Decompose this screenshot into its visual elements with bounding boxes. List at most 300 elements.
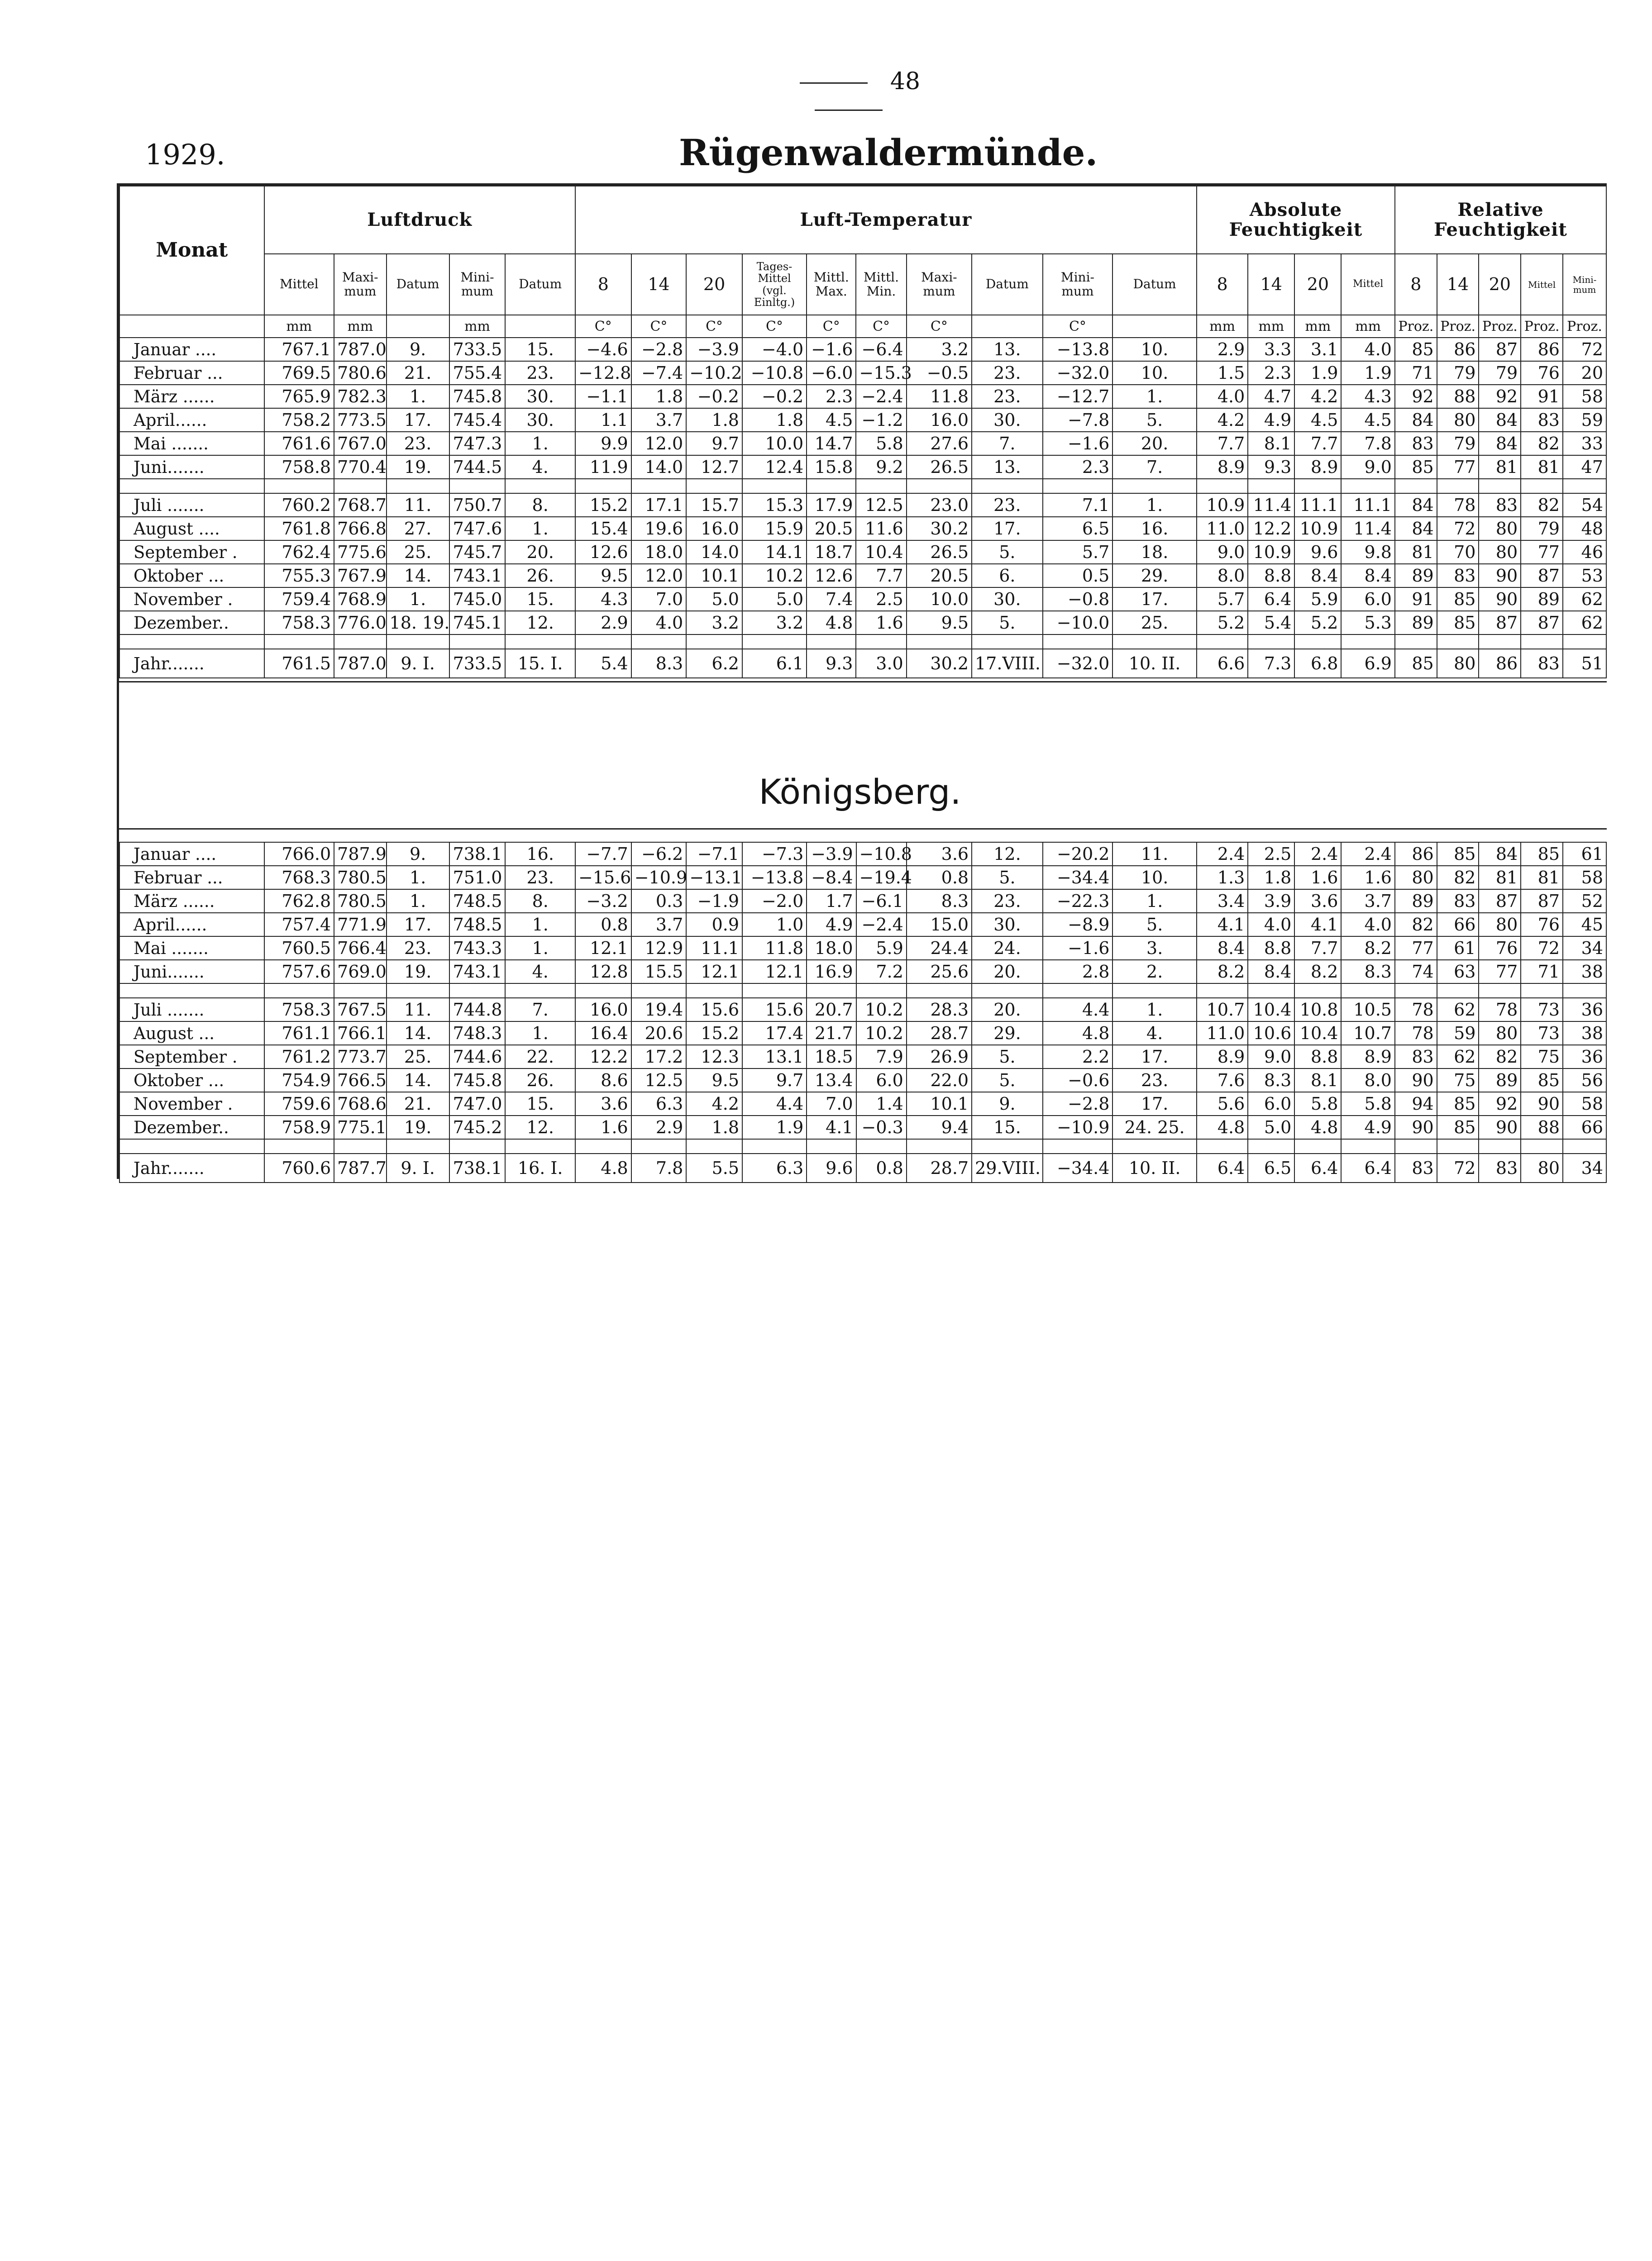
data-cell: 4.8 bbox=[807, 611, 856, 634]
data-cell: 2.4 bbox=[1341, 842, 1395, 866]
data-cell: 2.5 bbox=[1248, 842, 1294, 866]
data-cell: 6.4 bbox=[1294, 1154, 1341, 1183]
unit-cell bbox=[119, 315, 264, 338]
data-cell: 4.9 bbox=[807, 913, 856, 936]
data-cell: 13. bbox=[972, 338, 1043, 361]
data-cell: 766.5 bbox=[334, 1068, 386, 1092]
data-cell: 7.4 bbox=[807, 587, 856, 611]
data-cell: 3.0 bbox=[856, 649, 906, 678]
data-cell: 8. bbox=[505, 493, 575, 517]
data-cell: 9.7 bbox=[742, 1068, 807, 1092]
data-cell: 9.3 bbox=[1248, 455, 1294, 479]
spacer-cell bbox=[972, 1139, 1043, 1154]
data-cell: 7. bbox=[1112, 455, 1197, 479]
data-cell: 25. bbox=[387, 1045, 449, 1068]
data-cell: 4.7 bbox=[1248, 385, 1294, 408]
data-cell: 15.8 bbox=[807, 455, 856, 479]
data-cell: 84 bbox=[1395, 517, 1437, 540]
unit-cell: mm bbox=[1248, 315, 1294, 338]
data-cell: −2.4 bbox=[856, 913, 907, 936]
spacer-cell bbox=[119, 479, 264, 493]
month-label: März ...... bbox=[119, 889, 264, 913]
data-cell: 18.7 bbox=[807, 540, 856, 564]
station-title-koenigsberg: Königsberg. bbox=[759, 772, 961, 812]
data-cell: 21. bbox=[387, 1092, 449, 1116]
data-cell: 61 bbox=[1563, 842, 1606, 866]
data-cell: 4.0 bbox=[631, 611, 687, 634]
data-cell: 4.1 bbox=[807, 1116, 856, 1139]
data-cell: 767.0 bbox=[334, 432, 386, 455]
data-cell: 738.1 bbox=[449, 842, 506, 866]
data-cell: 12.2 bbox=[575, 1045, 631, 1068]
data-cell: 80 bbox=[1395, 866, 1437, 889]
data-cell: 3.6 bbox=[907, 842, 972, 866]
data-cell: 28.7 bbox=[907, 1154, 972, 1183]
data-cell: −6.4 bbox=[856, 338, 906, 361]
spacer-cell bbox=[334, 1139, 386, 1154]
data-cell: −2.8 bbox=[631, 338, 687, 361]
spacer-cell bbox=[742, 634, 807, 649]
data-cell: 48 bbox=[1563, 517, 1606, 540]
data-cell: −1.9 bbox=[686, 889, 742, 913]
data-cell: 3.3 bbox=[1248, 338, 1294, 361]
data-cell: 16. bbox=[1112, 517, 1197, 540]
data-cell: −3.9 bbox=[807, 842, 856, 866]
data-cell: 10. bbox=[1112, 866, 1197, 889]
data-cell: 5.4 bbox=[575, 649, 631, 678]
data-cell: 12.1 bbox=[742, 960, 807, 983]
month-row bbox=[119, 408, 1606, 432]
month-label: Mai ....... bbox=[119, 432, 264, 455]
col-header: 14 bbox=[1437, 254, 1479, 315]
data-cell: 80 bbox=[1437, 649, 1479, 678]
data-cell: 7.6 bbox=[1197, 1068, 1248, 1092]
data-cell: 36 bbox=[1563, 1045, 1606, 1068]
data-cell: 3.7 bbox=[631, 913, 687, 936]
data-cell: 85 bbox=[1521, 1068, 1563, 1092]
spacer-cell bbox=[575, 1139, 631, 1154]
data-cell: 12.8 bbox=[575, 960, 631, 983]
data-cell: 1. bbox=[505, 1021, 575, 1045]
data-cell: 5.0 bbox=[742, 587, 807, 611]
data-cell: 83 bbox=[1437, 564, 1479, 587]
spacer-cell bbox=[505, 634, 575, 649]
data-cell: 745.8 bbox=[449, 385, 506, 408]
data-cell: 8.1 bbox=[1294, 1068, 1341, 1092]
data-cell: 1. bbox=[505, 936, 575, 960]
data-cell: 1. bbox=[1112, 998, 1197, 1021]
data-cell: 1.6 bbox=[575, 1116, 631, 1139]
col-header: 14 bbox=[1248, 254, 1294, 315]
data-cell: 6. bbox=[972, 564, 1043, 587]
data-cell: 75 bbox=[1437, 1068, 1479, 1092]
data-cell: 81 bbox=[1395, 540, 1437, 564]
data-cell: 4.2 bbox=[686, 1092, 742, 1116]
spacer-cell bbox=[505, 983, 575, 998]
data-cell: 755.4 bbox=[449, 361, 506, 385]
data-cell: 80 bbox=[1521, 1154, 1563, 1183]
spacer-cell bbox=[1112, 634, 1197, 649]
spacer-cell bbox=[1341, 983, 1395, 998]
data-cell: 58 bbox=[1563, 866, 1606, 889]
data-cell: 4.5 bbox=[1294, 408, 1341, 432]
month-row bbox=[119, 998, 1606, 1021]
spacer-cell bbox=[972, 479, 1043, 493]
month-label: August ... bbox=[119, 1021, 264, 1045]
spacer-cell bbox=[1112, 983, 1197, 998]
data-cell: 89 bbox=[1395, 611, 1437, 634]
data-cell: 761.6 bbox=[264, 432, 334, 455]
col-header: Tages- Mittel (vgl. Einltg.) bbox=[742, 254, 807, 315]
spacer-cell bbox=[1395, 1139, 1437, 1154]
data-cell: 10.0 bbox=[742, 432, 807, 455]
data-cell: 10.1 bbox=[907, 1092, 972, 1116]
data-cell: −34.4 bbox=[1043, 866, 1113, 889]
data-cell: 12.5 bbox=[631, 1068, 687, 1092]
month-row bbox=[119, 611, 1606, 634]
col-header: Datum bbox=[1112, 254, 1197, 315]
data-cell: 9.0 bbox=[1197, 540, 1248, 564]
data-cell: 78 bbox=[1395, 998, 1437, 1021]
col-header: 8 bbox=[1395, 254, 1437, 315]
data-cell: 7.7 bbox=[1294, 432, 1341, 455]
data-cell: 4.2 bbox=[1197, 408, 1248, 432]
data-cell: 768.3 bbox=[264, 866, 334, 889]
data-cell: 11.0 bbox=[1197, 1021, 1248, 1045]
data-cell: −7.1 bbox=[686, 842, 742, 866]
spacer-cell bbox=[972, 983, 1043, 998]
month-row bbox=[119, 960, 1606, 983]
data-cell: 85 bbox=[1395, 455, 1437, 479]
data-cell: 754.9 bbox=[264, 1068, 334, 1092]
data-cell: 9.0 bbox=[1341, 455, 1395, 479]
data-cell: 4.0 bbox=[1248, 913, 1294, 936]
spacer-row bbox=[119, 634, 1606, 649]
data-cell: 9.5 bbox=[907, 611, 972, 634]
spacer-cell bbox=[1395, 983, 1437, 998]
data-cell: −6.2 bbox=[631, 842, 687, 866]
data-cell: −10.0 bbox=[1043, 611, 1113, 634]
data-cell: 71 bbox=[1395, 361, 1437, 385]
data-cell: 0.8 bbox=[575, 913, 631, 936]
data-cell: 1.6 bbox=[856, 611, 906, 634]
data-cell: 13.1 bbox=[742, 1045, 807, 1068]
data-cell: 81 bbox=[1479, 455, 1521, 479]
col-header: 20 bbox=[1479, 254, 1521, 315]
data-cell: 759.4 bbox=[264, 587, 334, 611]
data-cell: 5.4 bbox=[1248, 611, 1294, 634]
data-cell: 90 bbox=[1395, 1116, 1437, 1139]
spacer-cell bbox=[1043, 634, 1113, 649]
month-row bbox=[119, 842, 1606, 866]
data-cell: 4.8 bbox=[1043, 1021, 1113, 1045]
data-cell: 8.3 bbox=[1341, 960, 1395, 983]
data-cell: 1.3 bbox=[1197, 866, 1248, 889]
data-cell: 16.0 bbox=[907, 408, 972, 432]
data-cell: 8.6 bbox=[575, 1068, 631, 1092]
data-cell: 1. bbox=[1112, 385, 1197, 408]
data-cell: 4.3 bbox=[1341, 385, 1395, 408]
data-cell: 77 bbox=[1521, 540, 1563, 564]
month-row bbox=[119, 385, 1606, 408]
data-cell: 20. bbox=[1112, 432, 1197, 455]
col-header: Mini- mum bbox=[1043, 254, 1113, 315]
data-cell: −10.8 bbox=[856, 842, 907, 866]
data-cell: 85 bbox=[1437, 611, 1479, 634]
data-cell: 3.2 bbox=[907, 338, 972, 361]
data-cell: −13.8 bbox=[742, 866, 807, 889]
data-cell: 83 bbox=[1437, 889, 1479, 913]
spacer-cell bbox=[119, 1139, 264, 1154]
data-cell: 4.9 bbox=[1341, 1116, 1395, 1139]
data-cell: 8.3 bbox=[1248, 1068, 1294, 1092]
data-cell: 0.8 bbox=[856, 1154, 907, 1183]
data-cell: 91 bbox=[1395, 587, 1437, 611]
spacer-cell bbox=[742, 1139, 807, 1154]
unit-cell: Proz. bbox=[1437, 315, 1479, 338]
spacer-cell bbox=[1563, 1139, 1606, 1154]
data-cell: 1. bbox=[387, 385, 449, 408]
data-cell: 52 bbox=[1563, 889, 1606, 913]
data-cell: 20. bbox=[505, 540, 575, 564]
data-cell: 744.6 bbox=[449, 1045, 506, 1068]
month-row bbox=[119, 338, 1606, 361]
data-cell: 78 bbox=[1395, 1021, 1437, 1045]
spacer-cell bbox=[1563, 479, 1606, 493]
data-cell: 86 bbox=[1437, 338, 1479, 361]
data-cell: 760.5 bbox=[264, 936, 334, 960]
data-cell: −0.2 bbox=[686, 385, 742, 408]
data-cell: 90 bbox=[1395, 1068, 1437, 1092]
data-cell: 5.6 bbox=[1197, 1092, 1248, 1116]
data-cell: 80 bbox=[1479, 913, 1521, 936]
data-cell: 47 bbox=[1563, 455, 1606, 479]
unit-cell: mm bbox=[449, 315, 506, 338]
data-cell: 90 bbox=[1521, 1092, 1563, 1116]
col-header: Mittel bbox=[1341, 254, 1395, 315]
data-cell: 2. bbox=[1112, 960, 1197, 983]
data-cell: 62 bbox=[1437, 1045, 1479, 1068]
data-cell: −2.0 bbox=[742, 889, 807, 913]
data-cell: 23. bbox=[387, 432, 449, 455]
data-cell: 9.7 bbox=[686, 432, 742, 455]
data-cell: 761.8 bbox=[264, 517, 334, 540]
data-cell: −7.8 bbox=[1043, 408, 1113, 432]
data-cell: −15.6 bbox=[575, 866, 631, 889]
spacer-cell bbox=[505, 1139, 575, 1154]
data-cell: 90 bbox=[1479, 564, 1521, 587]
data-cell: 1. bbox=[387, 587, 449, 611]
month-label: März ...... bbox=[119, 385, 264, 408]
data-cell: −15.3 bbox=[856, 361, 906, 385]
data-cell: 19.6 bbox=[631, 517, 687, 540]
data-cell: 10. II. bbox=[1112, 1154, 1197, 1183]
data-cell: 23.0 bbox=[907, 493, 972, 517]
spacer-cell bbox=[119, 983, 264, 998]
data-cell: 3.1 bbox=[1294, 338, 1341, 361]
unit-cell: Proz. bbox=[1521, 315, 1563, 338]
data-cell: 24. bbox=[972, 936, 1043, 960]
data-cell: 768.6 bbox=[334, 1092, 386, 1116]
data-cell: 1.9 bbox=[1341, 361, 1395, 385]
col-header: Mini- mum bbox=[1563, 254, 1606, 315]
data-cell: 12.7 bbox=[686, 455, 742, 479]
data-cell: −7.3 bbox=[742, 842, 807, 866]
data-cell: 6.6 bbox=[1197, 649, 1248, 678]
unit-cell: Proz. bbox=[1479, 315, 1521, 338]
data-cell: 11.1 bbox=[686, 936, 742, 960]
data-cell: 19.4 bbox=[631, 998, 687, 1021]
data-cell: 1. bbox=[505, 432, 575, 455]
spacer-cell bbox=[907, 634, 972, 649]
data-cell: 25. bbox=[387, 540, 449, 564]
header-relative-feuchtigkeit: Relative Feuchtigkeit bbox=[1395, 186, 1606, 254]
data-cell: −6.0 bbox=[807, 361, 856, 385]
data-cell: 7.7 bbox=[1197, 432, 1248, 455]
data-cell: 762.4 bbox=[264, 540, 334, 564]
data-cell: 9. bbox=[972, 1092, 1043, 1116]
data-cell: 4.4 bbox=[742, 1092, 807, 1116]
data-cell: 23. bbox=[387, 936, 449, 960]
unit-cell bbox=[505, 315, 575, 338]
spacer-cell bbox=[907, 983, 972, 998]
data-cell: 84 bbox=[1479, 432, 1521, 455]
data-cell: 17. bbox=[972, 517, 1043, 540]
unit-cell: C° bbox=[807, 315, 856, 338]
data-cell: 743.1 bbox=[449, 960, 506, 983]
data-cell: 63 bbox=[1437, 960, 1479, 983]
data-cell: 29. bbox=[1112, 564, 1197, 587]
data-cell: 15. I. bbox=[505, 649, 575, 678]
data-cell: 15.2 bbox=[686, 1021, 742, 1045]
data-cell: 30. bbox=[505, 385, 575, 408]
data-cell: 72 bbox=[1521, 936, 1563, 960]
data-cell: 7.1 bbox=[1043, 493, 1113, 517]
unit-cell: C° bbox=[907, 315, 972, 338]
data-cell: 5.9 bbox=[856, 936, 907, 960]
data-cell: 738.1 bbox=[449, 1154, 506, 1183]
unit-cell: C° bbox=[742, 315, 807, 338]
data-cell: 18. bbox=[1112, 540, 1197, 564]
spacer-cell bbox=[1479, 1139, 1521, 1154]
data-cell: 16.0 bbox=[575, 998, 631, 1021]
data-cell: 8.8 bbox=[1248, 564, 1294, 587]
data-cell: −8.9 bbox=[1043, 913, 1113, 936]
data-cell: 787.0 bbox=[334, 338, 386, 361]
data-cell: 6.1 bbox=[742, 649, 807, 678]
data-cell: 755.3 bbox=[264, 564, 334, 587]
data-cell: 10. bbox=[1112, 361, 1197, 385]
data-cell: 11.4 bbox=[1341, 517, 1395, 540]
spacer-cell bbox=[264, 634, 334, 649]
data-cell: 12.6 bbox=[575, 540, 631, 564]
month-label: Jahr....... bbox=[119, 1154, 264, 1183]
data-cell: 1. bbox=[505, 517, 575, 540]
spacer-cell bbox=[1479, 479, 1521, 493]
month-label: Januar .... bbox=[119, 338, 264, 361]
data-cell: 79 bbox=[1437, 361, 1479, 385]
data-cell: 760.2 bbox=[264, 493, 334, 517]
station-title-ruegenwaldermuende: Rügenwaldermünde. bbox=[679, 131, 1098, 174]
data-cell: 11. bbox=[387, 493, 449, 517]
data-cell: 14.0 bbox=[686, 540, 742, 564]
month-label: Dezember.. bbox=[119, 611, 264, 634]
data-cell: 5. bbox=[1112, 913, 1197, 936]
unit-cell bbox=[972, 315, 1043, 338]
data-cell: −3.9 bbox=[686, 338, 742, 361]
month-row bbox=[119, 1045, 1606, 1068]
data-cell: 13.4 bbox=[807, 1068, 856, 1092]
data-cell: 23. bbox=[505, 361, 575, 385]
data-cell: 59 bbox=[1563, 408, 1606, 432]
data-cell: 82 bbox=[1479, 1045, 1521, 1068]
data-cell: 15.7 bbox=[686, 493, 742, 517]
data-cell: 2.9 bbox=[1197, 338, 1248, 361]
spacer-cell bbox=[1294, 479, 1341, 493]
data-cell: −0.2 bbox=[742, 385, 807, 408]
data-cell: 748.5 bbox=[449, 913, 506, 936]
data-cell: 23. bbox=[1112, 1068, 1197, 1092]
data-cell: 30.2 bbox=[907, 517, 972, 540]
data-cell: 10. II. bbox=[1112, 649, 1197, 678]
spacer-cell bbox=[1248, 983, 1294, 998]
data-cell: 758.9 bbox=[264, 1116, 334, 1139]
data-cell: 8.3 bbox=[631, 649, 687, 678]
data-cell: 17. bbox=[1112, 587, 1197, 611]
data-cell: 94 bbox=[1395, 1092, 1437, 1116]
data-cell: 7.0 bbox=[807, 1092, 856, 1116]
data-cell: 70 bbox=[1437, 540, 1479, 564]
data-cell: −0.8 bbox=[1043, 587, 1113, 611]
data-cell: 6.0 bbox=[856, 1068, 907, 1092]
data-cell: 29.VIII. bbox=[972, 1154, 1043, 1183]
spacer-cell bbox=[686, 1139, 742, 1154]
data-cell: 5. bbox=[972, 866, 1043, 889]
data-cell: 776.0 bbox=[334, 611, 386, 634]
spacer-cell bbox=[1197, 1139, 1248, 1154]
data-cell: −7.7 bbox=[575, 842, 631, 866]
data-cell: 761.2 bbox=[264, 1045, 334, 1068]
data-cell: 15.9 bbox=[742, 517, 807, 540]
spacer-cell bbox=[1197, 983, 1248, 998]
data-cell: 758.3 bbox=[264, 611, 334, 634]
spacer-cell bbox=[449, 479, 506, 493]
data-cell: 6.4 bbox=[1197, 1154, 1248, 1183]
data-cell: 46 bbox=[1563, 540, 1606, 564]
data-cell: 73 bbox=[1521, 998, 1563, 1021]
data-cell: 4.0 bbox=[1341, 338, 1395, 361]
data-cell: 4.8 bbox=[575, 1154, 631, 1183]
spacer-cell bbox=[1112, 1139, 1197, 1154]
spacer-cell bbox=[972, 634, 1043, 649]
data-cell: 5. bbox=[972, 540, 1043, 564]
data-cell: 751.0 bbox=[449, 866, 506, 889]
data-cell: 748.5 bbox=[449, 889, 506, 913]
data-cell: 16.4 bbox=[575, 1021, 631, 1045]
data-cell: 773.5 bbox=[334, 408, 386, 432]
spacer-cell bbox=[631, 634, 687, 649]
spacer-cell bbox=[1248, 634, 1294, 649]
data-cell: −1.6 bbox=[807, 338, 856, 361]
data-cell: 9.0 bbox=[1248, 1045, 1294, 1068]
data-cell: 8.3 bbox=[907, 889, 972, 913]
data-cell: 80 bbox=[1479, 540, 1521, 564]
col-header: 14 bbox=[631, 254, 687, 315]
data-cell: 22. bbox=[505, 1045, 575, 1068]
data-cell: 748.3 bbox=[449, 1021, 506, 1045]
data-cell: 5.9 bbox=[1294, 587, 1341, 611]
spacer-cell bbox=[1341, 479, 1395, 493]
